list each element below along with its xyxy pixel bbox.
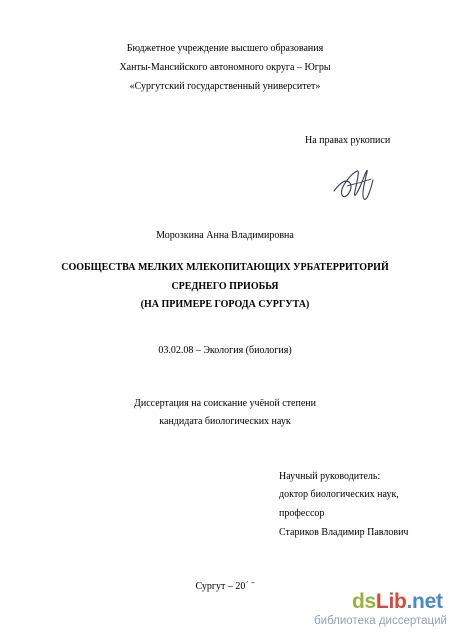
degree-line-2: кандидата биологических наук xyxy=(159,416,291,427)
dslib-watermark xyxy=(314,590,447,632)
dissertation-title-line-3: (НА ПРИМЕРЕ ГОРОДА СУРГУТА) xyxy=(140,299,310,310)
specialty-code: 03.02.08 – Экология (биология) xyxy=(158,345,292,356)
logo-part-lib: Lib xyxy=(375,590,407,613)
manuscript-rights-note: На правах рукописи xyxy=(305,135,391,146)
institution-line-1: Бюджетное учреждение высшего образования xyxy=(126,43,324,54)
supervisor-rank: профессор xyxy=(279,508,325,519)
degree-line-1: Диссертация на соискание учёной степени xyxy=(134,398,316,409)
watermark-subtitle: библиотека диссертаций xyxy=(314,615,447,627)
logo-part-ds: ds xyxy=(352,590,376,613)
supervisor-degree: доктор биологических наук, xyxy=(279,489,399,500)
logo-part-net: .net xyxy=(406,590,443,613)
city-year: Сургут – 20´ ˉ xyxy=(195,581,255,592)
dslib-logo xyxy=(352,590,443,614)
dissertation-title-line-2: СРЕДНЕГО ПРИОБЬЯ xyxy=(171,281,279,292)
author-name: Морозкина Анна Владимировна xyxy=(156,230,294,241)
institution-line-2: Ханты-Мансийского автономного округа – Югры xyxy=(119,62,331,73)
dissertation-title-line-1: СООБЩЕСТВА МЕЛКИХ МЛЕКОПИТАЮЩИХ УРБАТЕРРИТОРИЙ xyxy=(61,262,389,273)
supervisor-label: Научный руководитель: xyxy=(279,471,381,482)
supervisor-name: Стариков Владимир Павлович xyxy=(279,527,409,538)
signature-image xyxy=(331,158,377,208)
institution-line-3: «Сургутский государственный университет» xyxy=(129,81,321,92)
